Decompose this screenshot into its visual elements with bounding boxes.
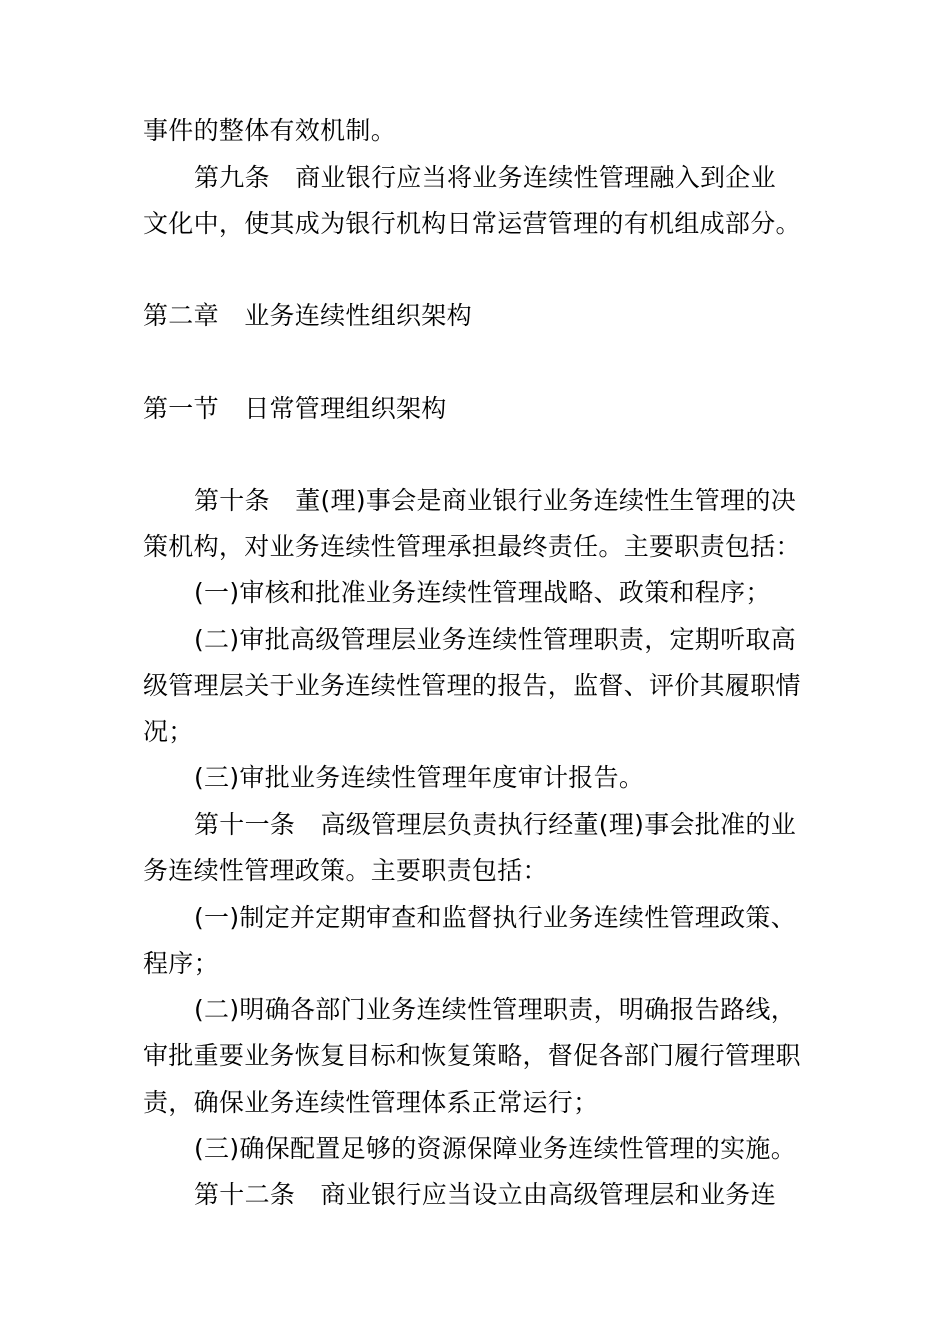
body-text-line: 责，确保业务连续性管理体系正常运行； xyxy=(143,1088,599,1117)
article-9-heading: 第九条 商业银行应当将业务连续性管理融入到企业 xyxy=(194,163,776,192)
list-item: (二)审批高级管理层业务连续性管理职责，定期听取高 xyxy=(194,625,797,654)
article-11-heading: 第十一条 高级管理层负责执行经董(理)事会批准的业 xyxy=(194,810,797,839)
list-item: (一)审核和批准业务连续性管理战略、政策和程序； xyxy=(194,578,771,607)
list-item: (三)审批业务连续性管理年度审计报告。 xyxy=(194,763,645,792)
body-text-line: 策机构，对业务连续性管理承担最终责任。主要职责包括： xyxy=(143,532,801,561)
body-text-line: 况； xyxy=(143,717,194,746)
body-text-line: 级管理层关于业务连续性管理的报告，监督、评价其履职情 xyxy=(143,671,801,700)
body-text-line: 事件的整体有效机制。 xyxy=(143,116,397,145)
body-text-line: 文化中，使其成为银行机构日常运营管理的有机组成部分。 xyxy=(143,209,801,238)
article-10-heading: 第十条 董(理)事会是商业银行业务连续性生管理的决 xyxy=(194,486,797,515)
list-item: (三)确保配置足够的资源保障业务连续性管理的实施。 xyxy=(194,1134,797,1163)
section-1-title: 第一节 日常管理组织架构 xyxy=(143,394,447,423)
body-text-line: 务连续性管理政策。主要职责包括： xyxy=(143,856,548,885)
chapter-2-title: 第二章 业务连续性组织架构 xyxy=(143,301,472,330)
body-text-line: 程序； xyxy=(143,949,219,978)
article-12-heading: 第十二条 商业银行应当设立由高级管理层和业务连 xyxy=(194,1180,776,1209)
list-item: (二)明确各部门业务连续性管理职责，明确报告路线， xyxy=(194,995,797,1024)
body-text-line: 审批重要业务恢复目标和恢复策略，督促各部门履行管理职 xyxy=(143,1041,801,1070)
list-item: (一)制定并定期审查和监督执行业务连续性管理政策、 xyxy=(194,903,797,932)
